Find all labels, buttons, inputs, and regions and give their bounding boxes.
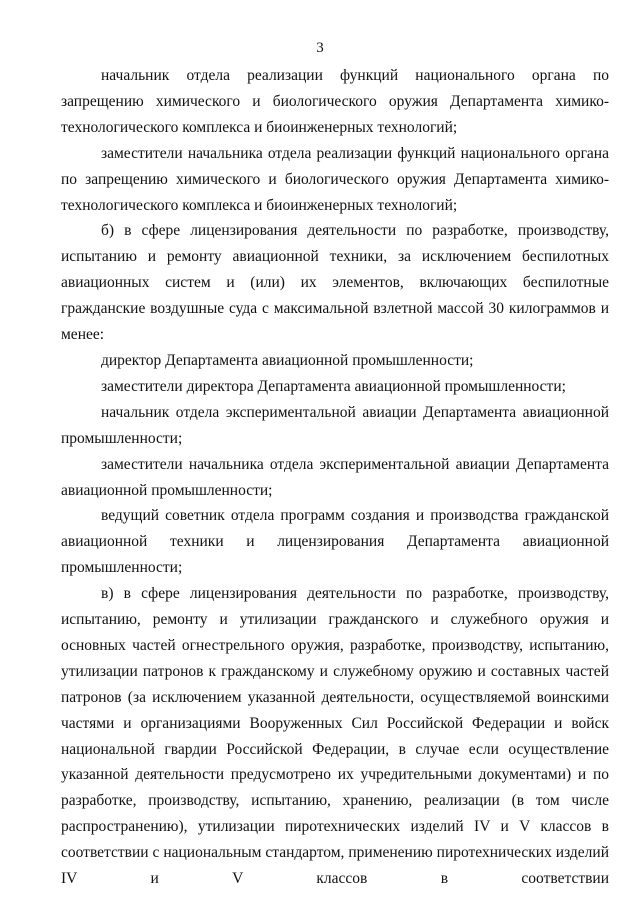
document-body (61, 63, 609, 892)
paragraph-item-v: в) в сфере лицензирования деятельности по разработке, производству, испытанию, ремонту и утилизации гражданского и служебного оружия и основных частей огнестрельного оружия, разработке, производству, испытанию, утилизации патронов к гражданскому и служебному оружию и составных частей патронов (за исключением указанной деятельности, осуществляемой воинскими частями и организациями Вооруженных Сил Российской Федерации и войск национальной гвардии Российской Федерации, в случае если осуществление указанной деятельности предусмотрено их учредительными документами) и по разработке, производству, испытанию, хранению, реализации (в том числе распространению), утилизации пиротехнических изделий IV и V классов в соответствии с национальным стандартом, применению пиротехнических изделий IV и V классов в соответствии (61, 585, 609, 888)
page-number: 3 (316, 40, 324, 56)
paragraph-deputy-heads-experimental-aviation: заместители начальника отдела экспериментальной авиации Департамента авиационной промышленности; (61, 455, 609, 499)
paragraph-item-b: б) в сфере лицензирования деятельности по разработке, производству, испытанию и ремонту авиационной техники, за исключением беспилотных авиационных систем и (или) их элементов, включающих беспилотные гражданские воздушные суда с максимальной взлетной массой 30 килограммов и менее: (61, 222, 609, 344)
paragraph-head-experimental-aviation: начальник отдела экспериментальной авиации Департамента авиационной промышленности; (61, 403, 609, 447)
paragraph-head-of-department: начальник отдела реализации функций национального органа по запрещению химического и биологического оружия Департамента химико-технологического комплекса и биоинженерных технологий; (61, 67, 609, 136)
paragraph-deputy-directors: заместители директора Департамента авиационной промышленности; (101, 377, 566, 395)
paragraph-deputy-heads: заместители начальника отдела реализации функций национального органа по запрещению химического и биологического оружия Департамента химико-технологического комплекса и биоинженерных технологий; (61, 144, 609, 214)
paragraph-director: директор Департамента авиационной промышленности; (101, 351, 474, 369)
paragraph-leading-advisor: ведущий советник отдела программ создания и производства гражданской авиационной техники и лицензирования Департамента авиационной промышленности; (61, 507, 609, 577)
